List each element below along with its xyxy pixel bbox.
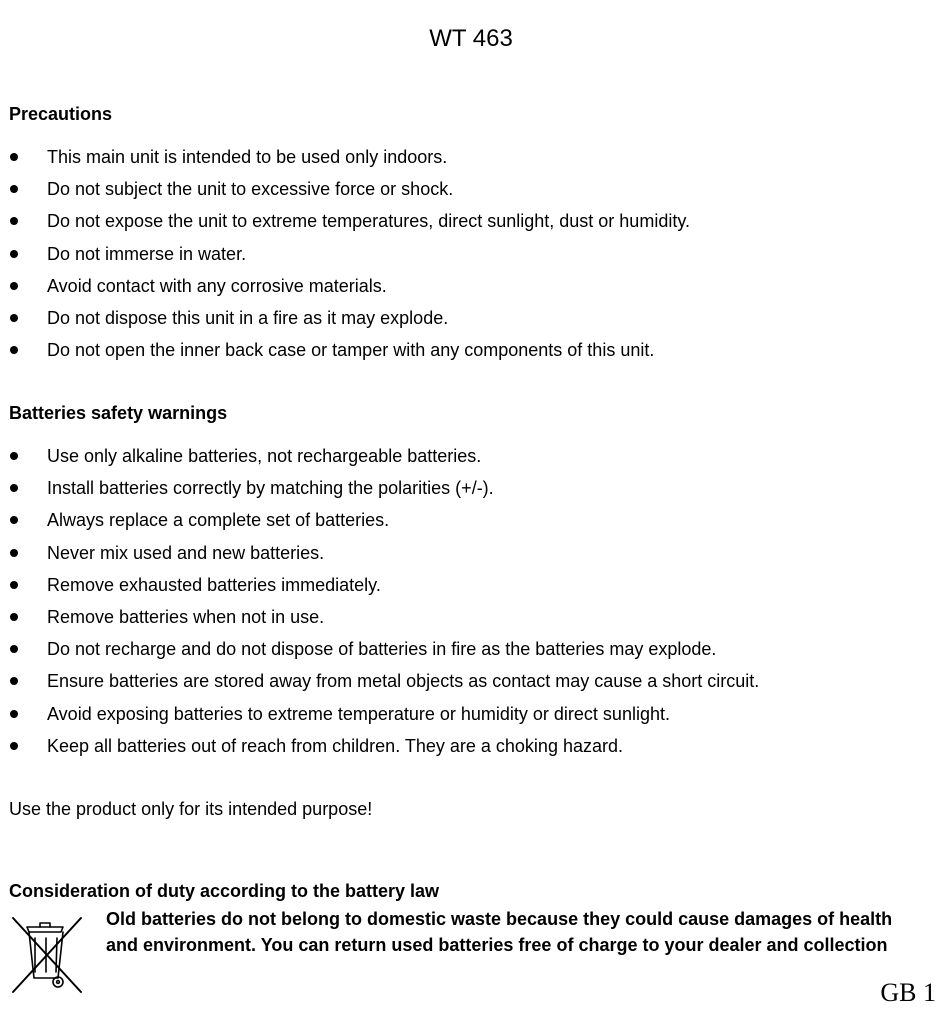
bullet-icon [10,710,18,718]
battery-law-heading: Consideration of duty according to the battery law [9,881,440,901]
bullet-icon [10,346,18,354]
list-item-text: Do not recharge and do not dispose of batteries in fire as the batteries may explode. [47,639,717,660]
bullet-icon [10,549,18,557]
page-number: GB 1 [880,978,936,1007]
bullet-icon [10,516,18,524]
list-item-text: Remove batteries when not in use. [47,606,325,627]
bullet-icon [10,452,18,460]
list-item-text: Ensure batteries are stored away from metal objects as contact may cause a short circuit. [47,671,760,692]
document-title: WT 463 [429,25,513,52]
bullet-icon [10,581,18,589]
bullet-icon [10,282,18,290]
bullet-icon [10,742,18,750]
battery-warnings-heading: Batteries safety warnings [9,403,228,423]
list-item-text: Do not open the inner back case or tamper with any components of this unit. [47,340,655,361]
list-item-text: Remove exhausted batteries immediately. [47,574,381,595]
list-item-text: Avoid exposing batteries to extreme temperature or humidity or direct sunlight. [47,703,670,724]
battery-law-line: Old batteries do not belong to domestic waste because they could cause damages of health [106,909,893,929]
bullet-icon [10,250,18,258]
bullet-icon [10,314,18,322]
bullet-icon [10,645,18,653]
bullet-icon [10,217,18,225]
battery-law-note [106,906,936,958]
bullet-icon [10,185,18,193]
list-item-text: Do not expose the unit to extreme temperatures, direct sunlight, dust or humidity. [47,211,690,232]
list-item-text: Never mix used and new batteries. [47,542,325,563]
list-item-text: Do not subject the unit to excessive force or shock. [47,179,454,200]
bullet-icon [10,613,18,621]
list-item-text: This main unit is intended to be used only indoors. [47,147,448,167]
crossed-out-wheelie-bin-icon [9,914,85,996]
bullet-icon [10,677,18,685]
list-item-text: Use only alkaline batteries, not rechargeable batteries. [47,446,482,466]
bullet-icon [10,484,18,492]
list-item-text: Install batteries correctly by matching the polarities (+/-). [47,478,494,499]
list-item-text: Avoid contact with any corrosive materials. [47,275,387,296]
list-item-text: Always replace a complete set of batteries. [47,510,390,531]
precautions-heading: Precautions [9,104,113,124]
bullet-icon [10,153,18,161]
list-item-text: Do not dispose this unit in a fire as it may explode. [47,307,449,328]
list-item-text: Keep all batteries out of reach from children. They are a choking hazard. [47,735,623,756]
battery-law-line: and environment. You can return used batteries free of charge to your dealer and collection [106,935,888,955]
list-item-text: Do not immerse in water. [47,243,247,264]
intended-use-note: Use the product only for its intended purpose! [9,799,373,819]
